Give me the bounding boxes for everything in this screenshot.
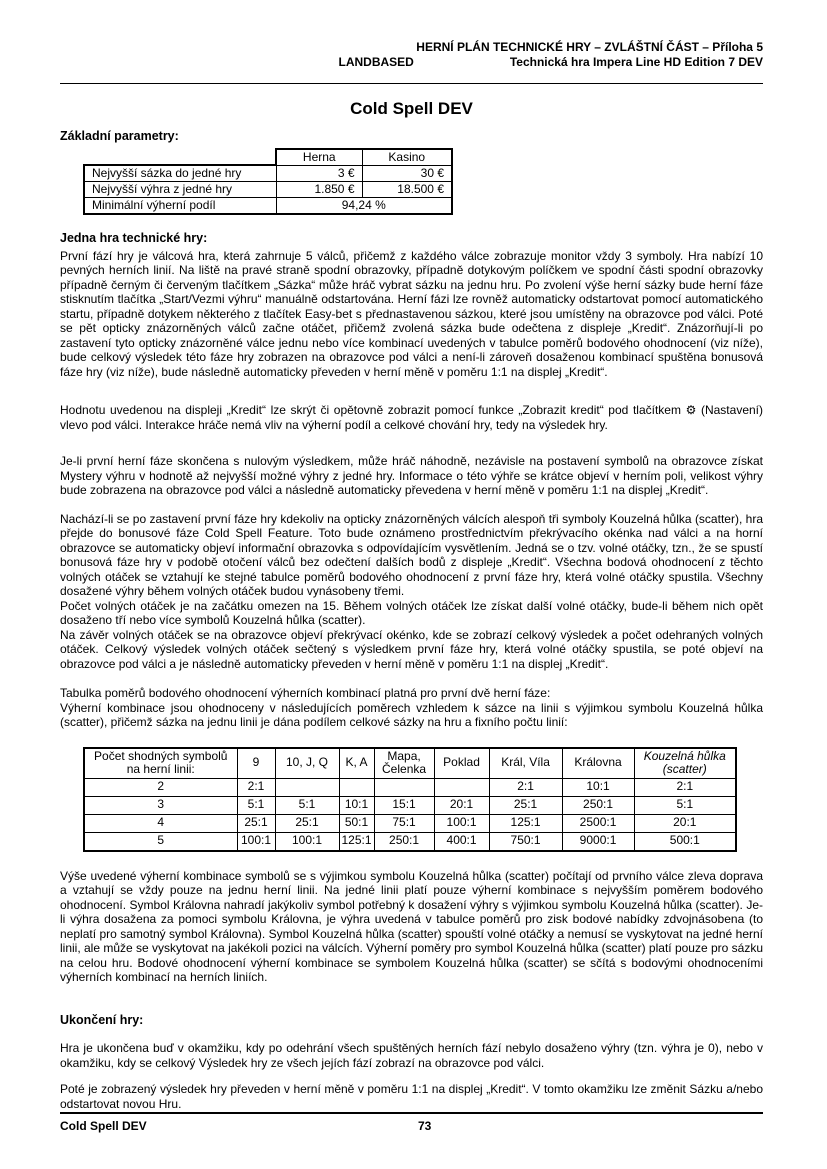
payout-cell: 400:1 [434,832,489,851]
param-label: Nejvyšší sázka do jedné hry [84,165,276,182]
payout-cell [275,778,339,796]
header-title-line: HERNÍ PLÁN TECHNICKÉ HRY – ZVLÁŠTNÍ ČÁST – Příloha 5 [416,40,763,54]
payout-cell: 20:1 [634,814,736,832]
payout-cell: 50:1 [339,814,374,832]
paragraph-bonus-feature: Nachází-li se po zastavení první fáze hry kdekoliv na opticky znázorněných válcích alespoň tři symboly Kouzelná hůlka (scatter), hra přejde do bonusové fáze Cold Spell Feature. Toto bude oznámeno prostřednictvím překrývacího okénka nad válci a na horní obrazovce se automaticky objeví informační obrazovka s odpovídajícím vysvětlením. Jedná se o tzv. volné otáčky, tzn., že se spustí bonusová fáze hry v podobě otočení válců bez odečtení dalších bodů z displeje „Kredit“. Všechna bodová ohodnocení z těchto volných otáček se vztahují ke stejné tabulce poměrů bodového ohodnocení z první fáze hry, která volné otáčky spustila. Všechny dosažené výhry během volných otáček budou vynásobeny třemi. [60,511,763,598]
page-title: Cold Spell DEV [350,99,473,118]
table-row [84,778,736,796]
payout-cell: 2:1 [634,778,736,796]
payout-col-9: 9 [237,748,275,779]
params-col-header-herna: Herna [276,149,362,166]
payout-cell: 5:1 [237,796,275,814]
payout-cell: 10:1 [339,796,374,814]
payout-col-10jq: 10, J, Q [275,748,339,779]
table-row [84,796,736,814]
payout-col-poklad: Poklad [434,748,489,779]
payout-cell: 5:1 [634,796,736,814]
payout-cell: 25:1 [489,796,562,814]
header-subtitle-line [60,55,763,70]
payout-cell: 750:1 [489,832,562,851]
param-value-kasino: 18.500 € [362,182,452,198]
paragraph-mystery-win: Je-li první herní fáze skončena s nulovým výsledkem, může hráč náhodně, nezávisle na postavení symbolů na obrazovce získat Mystery výhru v hodnotě až nejvyšší možné výhry z jedné hry. Informace o této výhře se krátce objeví v herním poli, velikost výhry bude zobrazena na obrazovce pod válci a následně automaticky převedena v herní měně v poměru 1:1 na displej „Kredit“. [60,454,763,497]
document-footer [60,1112,763,1134]
param-value-herna: 3 € [276,165,362,182]
footer-game-name: Cold Spell DEV [60,1119,147,1133]
header-game-edition-label: Technická hra Impera Line HD Edition 7 DEV [509,55,763,69]
payout-cell: 15:1 [374,796,434,814]
payout-cell: 125:1 [489,814,562,832]
payout-cell: 2500:1 [562,814,634,832]
payout-cell: 250:1 [562,796,634,814]
paragraph-free-spins-end: Na závěr volných otáček se na obrazovce objeví překrývací okénko, kde se zobrazí celkový výsledek a počet odehraných volných otáček. Celkový výsledek volných otáček sečtený s výsledkem první fáze hry, která volné otáčky spustila, se poté objeví na obrazovce pod válci a je následně automaticky převeden v herní měně v poměru 1:1 na displej „Kredit“. [60,627,763,671]
payout-ratios-table [83,747,737,852]
param-value-merged: 94,24 % [276,198,452,215]
payout-cell: 10:1 [562,778,634,796]
table-row [84,198,452,215]
payout-col-mapa-celenka: Mapa, Čelenka [374,748,434,779]
one-game-heading: Jedna hra technické hry: [60,231,208,245]
table-row [84,832,736,851]
table-row [84,814,736,832]
payout-col-kralovna: Královna [562,748,634,779]
payout-cell: 5:1 [275,796,339,814]
payout-cell: 2:1 [489,778,562,796]
paragraph-game-phase-1: První fází hry je válcová hra, která zahrnuje 5 válců, přičemž z každého válce zobrazuje monitor vždy 3 symboly. Hra nabízí 10 pevných herních linií. Na liště na pravé straně spodní obrazovky, případně dotykovým políčkem ve spodní části spodní obrazovky případně černým či červeným tlačítkem „Sázka“ může hráč vybrat sázku na jednu hru. Po zvolení výše herní sázky bude herní fáze stisknutím tlačítka „Start/Vezmi výhru“ manuálně odstartována. Herní fázi lze rovněž automaticky odstartovat pomocí automatického startu, případně dotykem některého z tlačítek Easy-bet s přednastavenou sázkou, které jsou umístěny na obrazovce pod válci. Poté se pět opticky znázorněných válců začne otáčet, přičemž zvolená sázka bude odečtena z displeje „Kredit“. Znázorňují-li po zastavení tyto opticky znázorněné válce jednu nebo více kombinací uvedených v tabulce poměrů bodového ohodnocení (viz níže), bude celkový výsledek této fáze hry zobrazen na obrazovce pod válci a není-li zároveň dosaženou kombinací spuštěna bonusová fáze hry (viz níže), bude následně automaticky převeden v herní měně v poměru 1:1 na displej „Kredit“. [60,248,763,379]
paragraph-credit-display: Hodnotu uvedenou na displeji „Kredit“ lze skrýt či opětovně zobrazit pomocí funkce „Zobrazit kredit“ pod tlačítkem ⚙ (Nastavení) vlevo pod válci. Interakce hráče nemá vliv na výherní podíl a celkové chování hry, tedy na výsledek hry. [60,403,763,432]
payout-cell: 25:1 [237,814,275,832]
payout-table-intro-line1: Tabulka poměrů bodového ohodnocení výherních kombinací platná pro první dvě herní fáze: [60,686,551,700]
params-col-header-kasino: Kasino [362,149,452,166]
basic-parameters-table [83,148,453,216]
payout-cell: 2 [84,778,237,796]
payout-cell: 75:1 [374,814,434,832]
payout-cell: 3 [84,796,237,814]
payout-cell: 9000:1 [562,832,634,851]
header-landbased-label: LANDBASED [338,55,414,69]
payout-cell: 5 [84,832,237,851]
table-row [84,165,452,182]
payout-table-intro-line2: Výherní kombinace jsou ohodnoceny v následujících poměrech vzhledem k sázce na linii s výjimkou symbolu Kouzelná hůlka (scatter), přičemž sázka na jednu linii je dána podílem celkové sázky na hru a fixního počtu linií: [60,700,763,729]
basic-parameters-heading: Základní parametry: [60,129,179,143]
params-header-row [84,149,452,166]
param-label: Minimální výherní podíl [84,198,276,215]
payout-cell [374,778,434,796]
payout-cell: 4 [84,814,237,832]
paragraph-result-transfer: Poté je zobrazený výsledek hry převeden v herní měně v poměru 1:1 na displej „Kredit“. V tomto okamžiku lze změnit Sázku a/nebo odstartovat novou Hru. [60,1082,763,1111]
payout-col-kral-vila: Král, Víla [489,748,562,779]
game-end-heading: Ukončení hry: [60,1012,144,1027]
payout-cell: 25:1 [275,814,339,832]
payout-cell [434,778,489,796]
paragraph-game-end: Hra je ukončena buď v okamžiku, kdy po odehrání všech spuštěných herních fází nebylo dosaženo výhry (tzn. výhra je 0), nebo v okamžiku, kdy se celkový Výsledek hry ze všech jejích fází zobrazí na obrazovce pod válci. [60,1041,763,1070]
paragraph-free-spins-count: Počet volných otáček je na začátku omezen na 15. Během volných otáček lze získat další volné otáčky, bude-li během nich opět dosaženo tří nebo více symbolů Kouzelná hůlka (scatter). [60,598,763,627]
payout-cell: 100:1 [434,814,489,832]
payout-col-symbol-count: Počet shodných symbolů na herní linii: [84,748,237,779]
payout-cell: 20:1 [434,796,489,814]
payout-header-row [84,748,736,779]
payout-col-ka: K, A [339,748,374,779]
payout-cell: 250:1 [374,832,434,851]
payout-cell: 100:1 [237,832,275,851]
payout-cell: 125:1 [339,832,374,851]
table-row [84,182,452,198]
paragraph-combination-rules: Výše uvedené výherní kombinace symbolů se s výjimkou symbolu Kouzelná hůlka (scatter) počítají od prvního válce zleva doprava a vztahují se vždy pouze na jednu herní linii. Na jedné linii platí pouze výherní kombinace s nejvyšším poměrem bodového ohodnocení. Symbol Královna nahradí jakýkoliv symbol potřebný k dosažení výhry s výjimkou symbolu Kouzelná hůlka (scatter). Je-li výhra dosažena za pomoci symbolu Královna, je výhra uvedená v tabulce poměrů pro zisk bodové nabídky zdvojnásobena (to neplatí pro samotný symbol Královna). Symbol Kouzelná hůlka (scatter) spouští volné otáčky a nemusí se vyskytovat na jedné herní linii, ale může se vyskytovat na jakékoli pozici na válcích. Výherní poměry pro symbol Kouzelná hůlka (scatter) platí pouze pro sázku na celou hru. Bodové ohodnocení výherní kombinace se symbolem Kouzelná hůlka (scatter) se sčítá s bodovými ohodnoceními výherních kombinací na herních liniích. [60,868,763,984]
params-corner-cell [84,149,276,166]
param-value-herna: 1.850 € [276,182,362,198]
payout-cell: 500:1 [634,832,736,851]
payout-cell: 100:1 [275,832,339,851]
payout-cell [339,778,374,796]
footer-page-number: 73 [418,1119,432,1133]
document-header [60,40,763,84]
param-label: Nejvyšší výhra z jedné hry [84,182,276,198]
param-value-kasino: 30 € [362,165,452,182]
payout-col-scatter: Kouzelná hůlka (scatter) [634,748,736,779]
payout-cell: 2:1 [237,778,275,796]
